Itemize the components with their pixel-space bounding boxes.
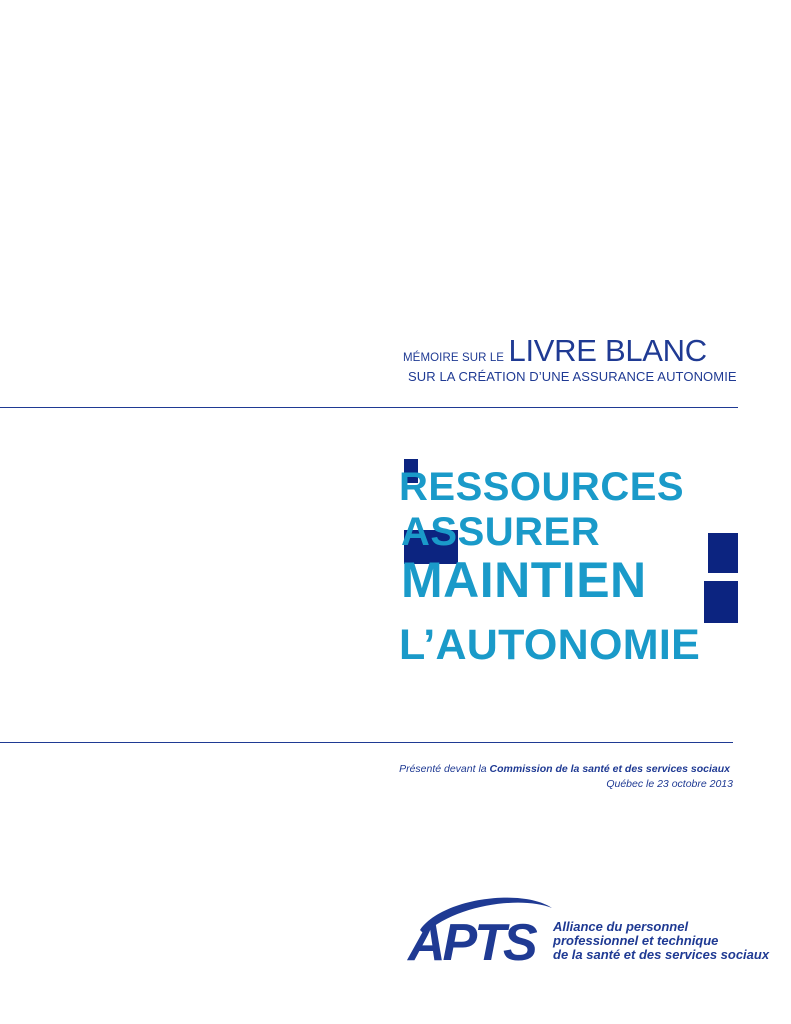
top-divider <box>0 407 738 408</box>
logo-line-2: professionnel et technique <box>553 933 719 948</box>
title-line-autonomie: L’AUTONOMIE <box>399 621 701 669</box>
document-subtitle: SUR LA CRÉATION D’UNE ASSURANCE AUTONOMIE <box>408 369 737 384</box>
bottom-divider <box>0 742 733 743</box>
logo-organization-name <box>553 920 769 962</box>
title-line-assurer: ASSURER <box>401 510 601 554</box>
logo-acronym: APTS <box>408 914 535 970</box>
memoire-prefix: MÉMOIRE SUR LE <box>403 352 505 364</box>
title-line-ressources: RESSOURCES <box>399 465 685 509</box>
memoire-heading <box>403 333 707 369</box>
logo-line-3: de la santé et des services sociaux <box>553 947 770 962</box>
logo-line-1: Alliance du personnel <box>553 919 689 934</box>
decor-block-3 <box>708 533 738 573</box>
presentation-line <box>399 763 730 775</box>
title-line-maintien: MAINTIEN <box>401 552 647 608</box>
decor-block-4 <box>704 581 738 623</box>
livre-blanc-title: LIVRE BLANC <box>508 333 707 368</box>
commission-name: Commission de la santé et des services sociaux <box>489 763 730 775</box>
presentation-date: Québec le 23 octobre 2013 <box>606 778 733 790</box>
presentation-prefix: Présenté devant la <box>399 763 490 775</box>
